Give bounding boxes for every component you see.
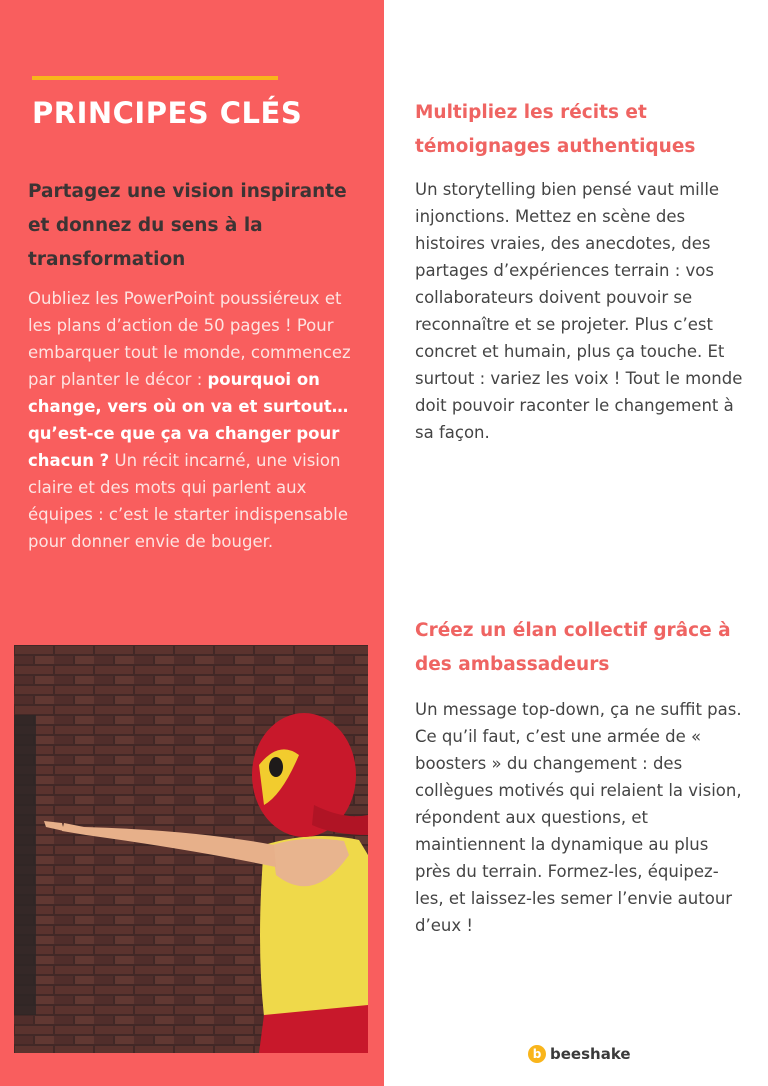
right-section-2-body: Un message top-down, ça ne suffit pas. Ce qu’il faut, c’est une armée de « boosters » du changement : des collègues motivés qui relaient la vision, répondent aux questions, et maintiennent la dynamique au plus près du terrain. Formez-les, équipez-les, et laissez-les semer l’envie autour d’eux ! [415,700,742,935]
accent-line [32,76,278,80]
superhero-photo [14,645,368,1053]
right-section-1-heading: Multipliez les récits et témoignages authentiques [415,102,696,157]
bee-icon: b [528,1045,546,1063]
right-section-2-heading: Créez un élan collectif grâce à des ambassadeurs [415,620,731,675]
left-section-body [28,285,358,555]
right-section-1-body: Un storytelling bien pensé vaut mille injonctions. Mettez en scène des histoires vraies, des anecdotes, des partages d’expériences terrain : vos collaborateurs doivent pouvoir se reconnaître et se projeter. Plus c’est concret et humain, plus ça touche. Et surtout : variez les voix ! Tout le monde doit pouvoir raconter le changement à sa façon. [415,180,743,442]
left-section-heading: Partagez une vision inspirante et donnez du sens à la transformation [28,181,347,270]
left-body-intro: Oubliez les PowerPoint poussiéreux et les plans d’action de 50 pages ! Pour embarquer tout le monde, commencez par planter le décor : [28,289,351,389]
logo-text: beeshake [550,1045,631,1063]
left-body-conclusion: Un récit incarné, une vision claire et des mots qui parlent aux équipes : c’est le starter indispensable pour donner envie de bouger. [28,451,349,551]
page-title: PRINCIPES CLÉS [32,96,303,130]
beeshake-logo [528,1045,631,1063]
left-body-emphasis: pourquoi on change, vers où on va et surtout… qu’est-ce que ça va changer pour chacun ? [28,370,349,470]
